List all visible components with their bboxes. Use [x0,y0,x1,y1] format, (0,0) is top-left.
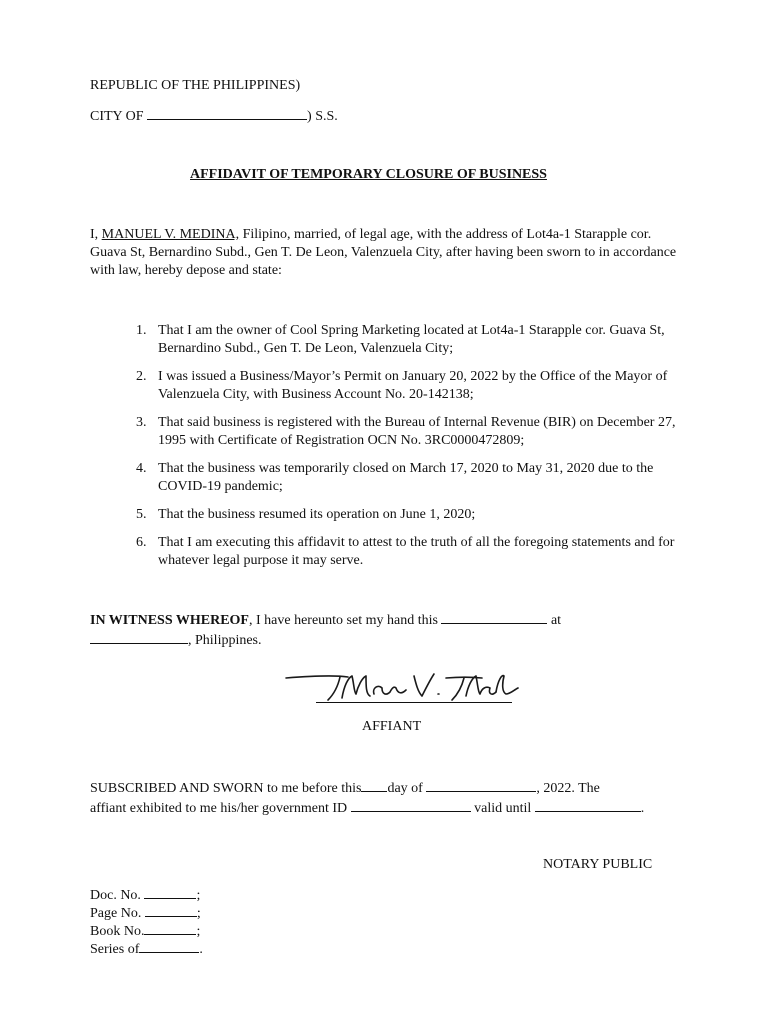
statement-item [128,322,680,358]
statement-text: I was issued a Business/Mayor’s Permit on January 20, 2022 by the Office of the Mayor of Valenzuela City, with Business Account No. 20-142138; [158,369,668,402]
date-blank [441,610,547,624]
statement-text: That said business is registered with the Bureau of Internal Revenue (BIR) on December 27, 1995 with Certificate of Registration OCN No. 3RC0000472809; [158,415,676,448]
place-blank [90,630,188,644]
statement-number: 6. [136,535,147,550]
page-no-semicolon: ; [196,906,201,921]
page-no-blank [145,903,197,917]
witness-bold: IN WITNESS WHEREOF [90,613,249,628]
doc-no-line [90,885,200,905]
witness-text-2: , Philippines. [188,633,262,648]
intro-paragraph [90,226,680,280]
statement-item [128,414,680,450]
book-no-label: Book No. [90,924,145,939]
witness-line-2 [90,630,262,650]
notary-public-label: NOTARY PUBLIC [543,857,653,872]
statement-number: 2. [136,369,147,384]
witness-line-1 [90,610,561,630]
doc-no-label: Doc. No. [90,888,145,903]
series-line [90,939,203,959]
month-blank [426,778,536,792]
republic-line [90,77,300,95]
doc-no-blank [144,885,196,899]
day-blank [361,778,387,792]
doc-no-semicolon: ; [196,888,201,903]
sworn-day-of: day of [387,781,427,796]
statement-text: That I am executing this affidavit to attest to the truth of all the foregoing statements and for whatever legal purpose it may serve. [158,535,675,568]
affiant-label: AFFIANT [362,719,422,734]
signature-line [316,702,512,703]
statement-number: 5. [136,507,147,522]
city-blank [147,106,307,120]
statement-item [128,506,680,524]
witness-at: at [547,613,562,628]
page-no-label: Page No. [90,906,145,921]
statement-text: That the business was temporarily closed on March 17, 2020 to May 31, 2020 due to the COVID-19 pandemic; [158,461,654,494]
city-line [90,106,338,126]
sworn-id-text: affiant exhibited to me his/her government ID [90,801,351,816]
sworn-year: , 2022. The [536,781,600,796]
series-label: Series of [90,942,140,957]
statement-item [128,368,680,404]
sworn-line-2 [90,798,644,818]
id-blank [351,798,471,812]
sworn-line-1 [90,778,600,798]
document-title: AFFIDAVIT OF TEMPORARY CLOSURE OF BUSINESS [190,167,547,182]
statement-number: 3. [136,415,147,430]
statement-item [128,534,680,570]
statement-number: 4. [136,461,147,476]
series-blank [139,939,199,953]
statement-text: That I am the owner of Cool Spring Marketing located at Lot4a-1 Starapple cor. Guava St, Bernardino Subd., Gen T. De Leon, Valenzuela City; [158,323,665,356]
sworn-end: . [640,801,645,816]
statement-number: 1. [136,323,147,338]
republic-text: REPUBLIC OF THE PHILIPPINES) [90,78,301,93]
city-suffix: ) S.S. [307,109,338,124]
statement-text: That the business resumed its operation on June 1, 2020; [158,507,476,522]
intro-prefix: I, [90,227,102,242]
city-prefix: CITY OF [90,109,148,124]
valid-until-blank [535,798,641,812]
statement-item [128,460,680,496]
witness-text-1: , I have hereunto set my hand this [248,613,442,628]
series-dot: . [199,942,203,957]
signature-image [282,664,522,710]
book-no-semicolon: ; [196,924,201,939]
intro-rest: Filipino, married, of legal age, with the address of Lot4a-1 Starapple cor. Guava St, Bernardino Subd., Gen T. De Leon, Valenzuela City, after having been sworn to in accordance with law, hereby depose and state: [90,227,677,278]
affiant-name: MANUEL V. MEDINA, [101,227,240,242]
statement-list [128,322,680,570]
sworn-text-1: SUBSCRIBED AND SWORN to me before this [90,781,362,796]
book-no-line [90,921,200,941]
sworn-valid: valid until [470,801,535,816]
page-no-line [90,903,201,923]
book-no-blank [144,921,196,935]
